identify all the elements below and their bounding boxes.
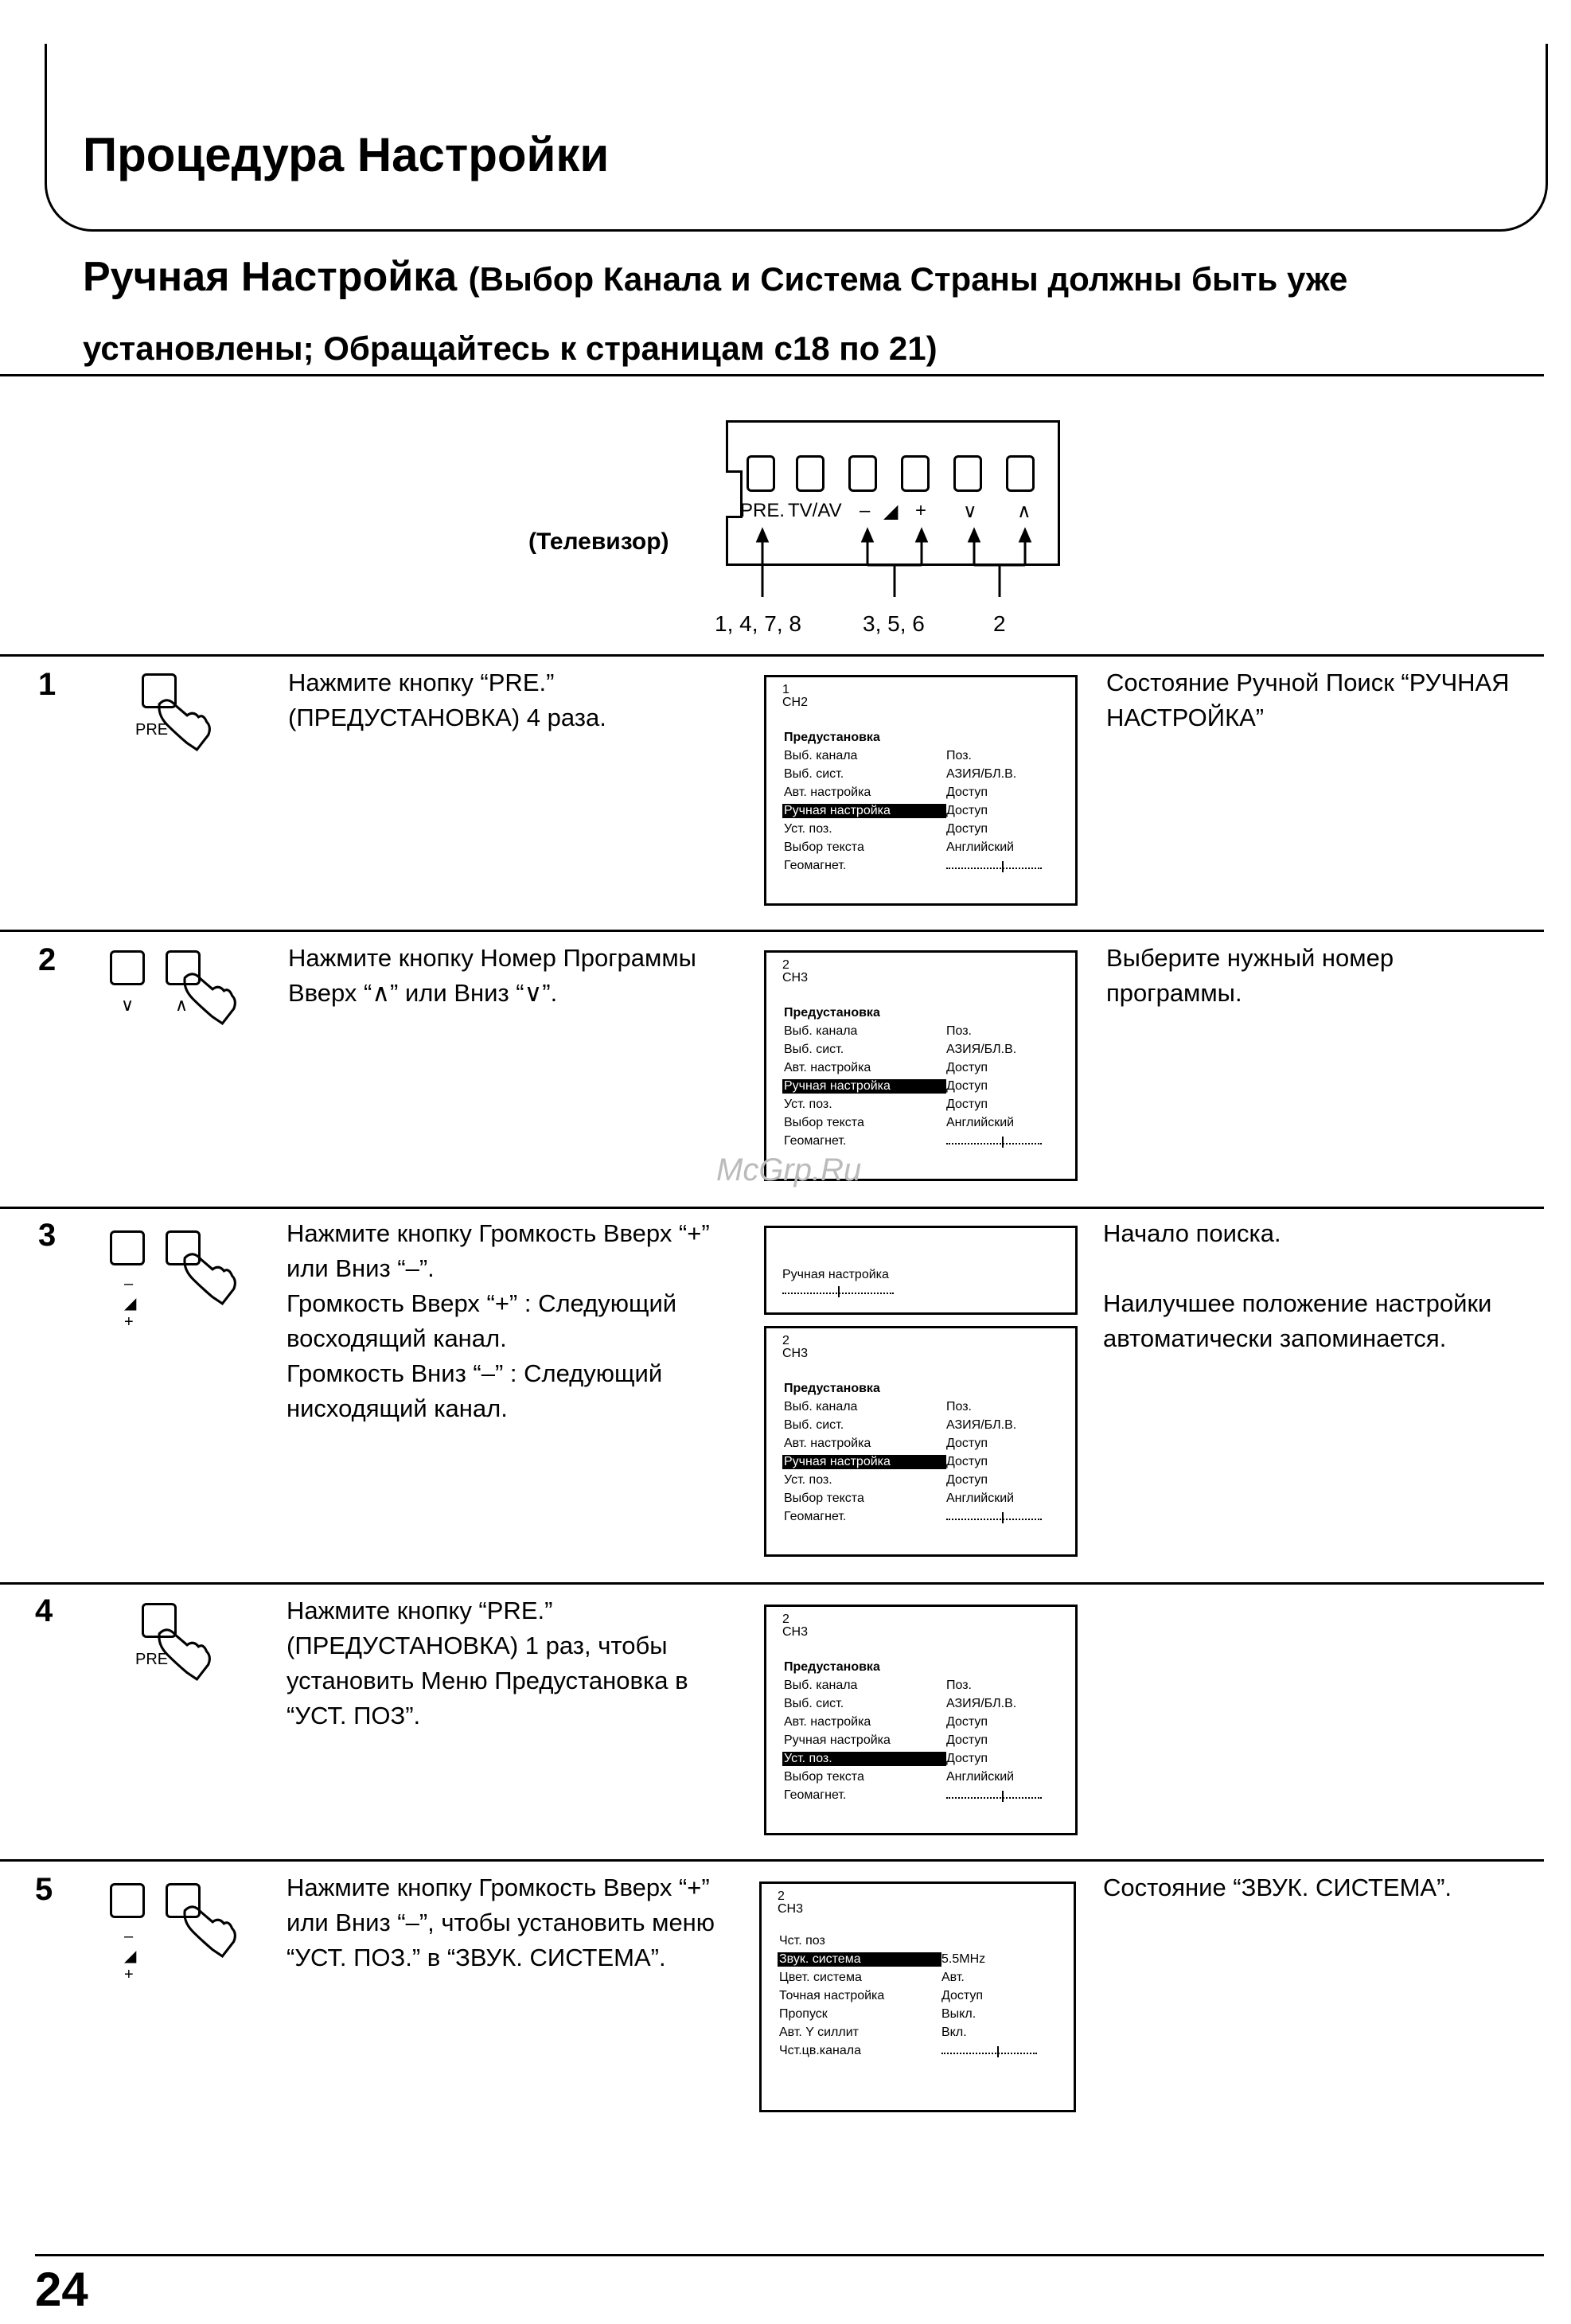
osd-label-highlighted: Ручная настройка	[782, 1079, 946, 1094]
osd-label: Геомагнет.	[784, 1509, 847, 1523]
tv-button-tvav	[796, 455, 824, 492]
divider	[0, 930, 1544, 932]
section-subtitle	[83, 244, 1499, 382]
osd-value: Поз.	[946, 1678, 972, 1692]
step-comment-line: Начало поиска.	[1103, 1219, 1281, 1247]
button-label: ∨	[121, 995, 134, 1015]
button-label: – ◢ +	[124, 1928, 137, 1983]
tv-button-ch-down	[953, 455, 982, 492]
callout-pre: 1, 4, 7, 8	[715, 611, 801, 636]
osd-value: Доступ	[946, 1436, 988, 1450]
step-comment: Состояние Ручной Поиск “РУЧНАЯ НАСТРОЙКА”	[1106, 669, 1510, 731]
osd-label: Выб. канала	[784, 1024, 858, 1038]
osd-scale	[946, 1791, 1042, 1799]
osd-value: Выкл.	[941, 2006, 977, 2021]
step-text: Нажмите кнопку “PRE.” (ПРЕДУСТАНОВКА) 4 раза.	[288, 669, 606, 731]
button-label: ∧	[175, 995, 189, 1015]
osd-label: Авт. настройка	[784, 785, 871, 799]
osd-label-highlighted: Ручная настройка	[782, 804, 946, 818]
osd-value: Английский	[946, 1115, 1015, 1129]
button-label: – ◢ +	[124, 1275, 137, 1331]
osd-label: Выб. сист.	[784, 766, 844, 781]
hand-press-icon	[177, 1894, 242, 1959]
tv-callout-arrows	[716, 525, 1082, 605]
osd-value: Английский	[946, 840, 1015, 854]
osd-value: Доступ	[946, 803, 988, 817]
tv-label-vol: ◢	[883, 501, 899, 522]
osd-label: Ручная настройка	[784, 1733, 891, 1747]
osd-scale	[946, 861, 1042, 869]
step-text-line: Нажмите кнопку Громкость Вверх “+” или Вниз “–”.	[287, 1219, 710, 1282]
button-label: PRE	[135, 721, 169, 739]
osd-label: Авт. настройка	[784, 1436, 871, 1450]
hand-press-icon	[177, 961, 242, 1027]
osd-position: 2	[782, 958, 789, 972]
step-number: 5	[35, 1872, 53, 1907]
divider-top	[0, 374, 1544, 376]
osd-label: Выбор текста	[784, 840, 864, 854]
osd-screen	[764, 950, 1078, 1181]
osd-label: Выб. сист.	[784, 1696, 844, 1710]
osd-label: Уст. поз.	[784, 1472, 832, 1487]
osd-value: Доступ	[941, 1988, 984, 2002]
osd-value: АЗИЯ/БЛ.В.	[946, 1417, 1017, 1432]
osd-menu-title: Предустановка	[784, 730, 880, 744]
step-text: Нажмите кнопку Громкость Вверх “+” или Вниз “–”, чтобы установить меню “УСТ. ПОЗ.” в “ЗВУК. СИСТЕМА”.	[287, 1874, 715, 1971]
osd-screen	[764, 1605, 1078, 1835]
osd-label: Выб. канала	[784, 748, 858, 762]
callout-volume: 3, 5, 6	[863, 611, 925, 636]
osd-label: Геомагнет.	[784, 858, 847, 872]
osd-label: Уст. поз.	[784, 1097, 832, 1111]
watermark: McGrp.Ru	[716, 1152, 862, 1187]
divider-steps	[0, 654, 1544, 657]
tv-button-vol-minus	[848, 455, 877, 492]
osd-label-highlighted: Уст. поз.	[782, 1752, 946, 1766]
osd-label: Выб. канала	[784, 1399, 858, 1414]
osd-label: Геомагнет.	[784, 1133, 847, 1148]
osd-position: 2	[778, 1889, 785, 1903]
osd-value: Поз.	[946, 748, 972, 762]
osd-label: Пропуск	[779, 2006, 828, 2021]
tv-caption: (Телевизор)	[528, 528, 669, 555]
divider	[0, 1582, 1544, 1585]
osd-channel: CH3	[782, 1347, 809, 1360]
tv-label-ch-up: ∧	[1017, 501, 1031, 522]
step-comment	[1103, 1216, 1549, 1356]
osd-value: 5.5MHz	[941, 1952, 986, 1966]
osd-value: Доступ	[946, 1714, 988, 1729]
osd-value: Поз.	[946, 1024, 972, 1038]
tv-label-tvav: TV/AV	[788, 500, 842, 521]
osd-value: Английский	[946, 1491, 1015, 1505]
osd-screen	[764, 1326, 1078, 1557]
osd-scale	[946, 1137, 1042, 1144]
hand-press-icon	[151, 1617, 216, 1683]
osd-value: Доступ	[946, 1060, 988, 1074]
osd-label: Выбор текста	[784, 1115, 864, 1129]
osd-position: 2	[782, 1612, 789, 1626]
osd-mini-label: Ручная настройка	[782, 1268, 889, 1281]
osd-mini-screen	[764, 1226, 1078, 1315]
step-comment-line: Наилучшее положение настройки автоматически запоминается.	[1103, 1289, 1492, 1352]
osd-scale	[946, 1512, 1042, 1520]
divider-bottom	[35, 2254, 1544, 2256]
step-text	[287, 1216, 732, 1426]
osd-label-highlighted: Звук. система	[778, 1952, 941, 1967]
osd-channel: CH3	[778, 1902, 804, 1916]
osd-label: Авт. настройка	[784, 1714, 871, 1729]
hand-press-icon	[177, 1242, 242, 1307]
step-number: 1	[38, 667, 57, 702]
tv-label-minus: –	[860, 500, 871, 521]
osd-value: Доступ	[946, 1751, 988, 1765]
osd-value: Вкл.	[941, 2025, 967, 2039]
osd-value: Доступ	[946, 1454, 988, 1468]
tv-label-plus: +	[915, 500, 927, 521]
osd-channel: CH3	[782, 971, 809, 985]
osd-label: Выб. сист.	[784, 1417, 844, 1432]
tv-label-pre: PRE.	[740, 500, 786, 521]
subtitle-main: Ручная Настройка	[83, 254, 458, 300]
osd-channel: CH3	[782, 1625, 809, 1639]
osd-value: Доступ	[946, 1078, 988, 1093]
osd-label: Выб. канала	[784, 1678, 858, 1692]
osd-menu-title: Предустановка	[784, 1005, 880, 1020]
callout-channel: 2	[993, 611, 1006, 636]
step-number: 2	[38, 942, 57, 977]
page-title: Процедура Настройки	[83, 128, 610, 181]
tv-label-ch-down: ∨	[963, 501, 977, 522]
osd-value: АЗИЯ/БЛ.В.	[946, 1042, 1017, 1056]
osd-menu-title: Предустановка	[784, 1659, 880, 1674]
osd-value: Английский	[946, 1769, 1015, 1784]
osd-scale	[941, 2046, 1037, 2054]
osd-value: Поз.	[946, 1399, 972, 1414]
page-number: 24	[35, 2263, 88, 2316]
osd-label: Чст. поз	[779, 1933, 825, 1948]
osd-label: Точная настройка	[779, 1988, 885, 2002]
osd-screen	[759, 1881, 1076, 2112]
osd-label: Выб. сист.	[784, 1042, 844, 1056]
step-text: Нажмите кнопку “PRE.” (ПРЕДУСТАНОВКА) 1 раз, чтобы установить Меню Предустановка в “УСТ. ПОЗ”.	[287, 1597, 688, 1729]
divider	[0, 1207, 1544, 1209]
osd-value: АЗИЯ/БЛ.В.	[946, 1696, 1017, 1710]
osd-value: Доступ	[946, 1472, 988, 1487]
osd-position: 1	[782, 683, 789, 696]
osd-value: АЗИЯ/БЛ.В.	[946, 766, 1017, 781]
osd-label: Авт. Y силлит	[779, 2025, 859, 2039]
hand-press-icon	[151, 688, 216, 753]
osd-label: Геомагнет.	[784, 1788, 847, 1802]
osd-scale	[782, 1286, 894, 1294]
step-text: Нажмите кнопку Номер Программы Вверх “∧” или Вниз “∨”.	[288, 944, 696, 1007]
osd-label: Выбор текста	[784, 1491, 864, 1505]
step-comment: Выберите нужный номер программы.	[1106, 944, 1394, 1007]
osd-label: Цвет. система	[779, 1970, 862, 1984]
button-label: PRE	[135, 1651, 169, 1668]
step-text-line: Громкость Вниз “–” : Следующий нисходящий канал.	[287, 1359, 663, 1422]
osd-menu-title: Предустановка	[784, 1381, 880, 1395]
osd-value: Доступ	[946, 821, 988, 836]
osd-position: 2	[782, 1334, 789, 1347]
tv-button-vol-plus	[901, 455, 930, 492]
tv-button-pre	[747, 455, 775, 492]
osd-value: Доступ	[946, 1733, 988, 1747]
osd-label: Выбор текста	[784, 1769, 864, 1784]
step-number: 3	[38, 1218, 57, 1253]
osd-label: Авт. настройка	[784, 1060, 871, 1074]
osd-channel: CH2	[782, 696, 809, 709]
osd-screen	[764, 675, 1078, 906]
osd-value: Авт.	[941, 1970, 965, 1984]
step-text-line: Громкость Вверх “+” : Следующий восходящий канал.	[287, 1289, 677, 1352]
osd-label-highlighted: Ручная настройка	[782, 1455, 946, 1469]
tv-button-ch-up	[1006, 455, 1035, 492]
subtitle-note: (Выбор Канала и Система Страны должны быть уже установлены; Обращайтесь к страницам с18 по 21)	[83, 260, 1348, 367]
osd-label: Чст.цв.канала	[779, 2043, 861, 2057]
step-comment: Состояние “ЗВУК. СИСТЕМА”.	[1103, 1874, 1452, 1901]
divider	[0, 1859, 1544, 1862]
step-number: 4	[35, 1593, 53, 1628]
osd-value: Доступ	[946, 785, 988, 799]
osd-value: Доступ	[946, 1097, 988, 1111]
osd-label: Уст. поз.	[784, 821, 832, 836]
